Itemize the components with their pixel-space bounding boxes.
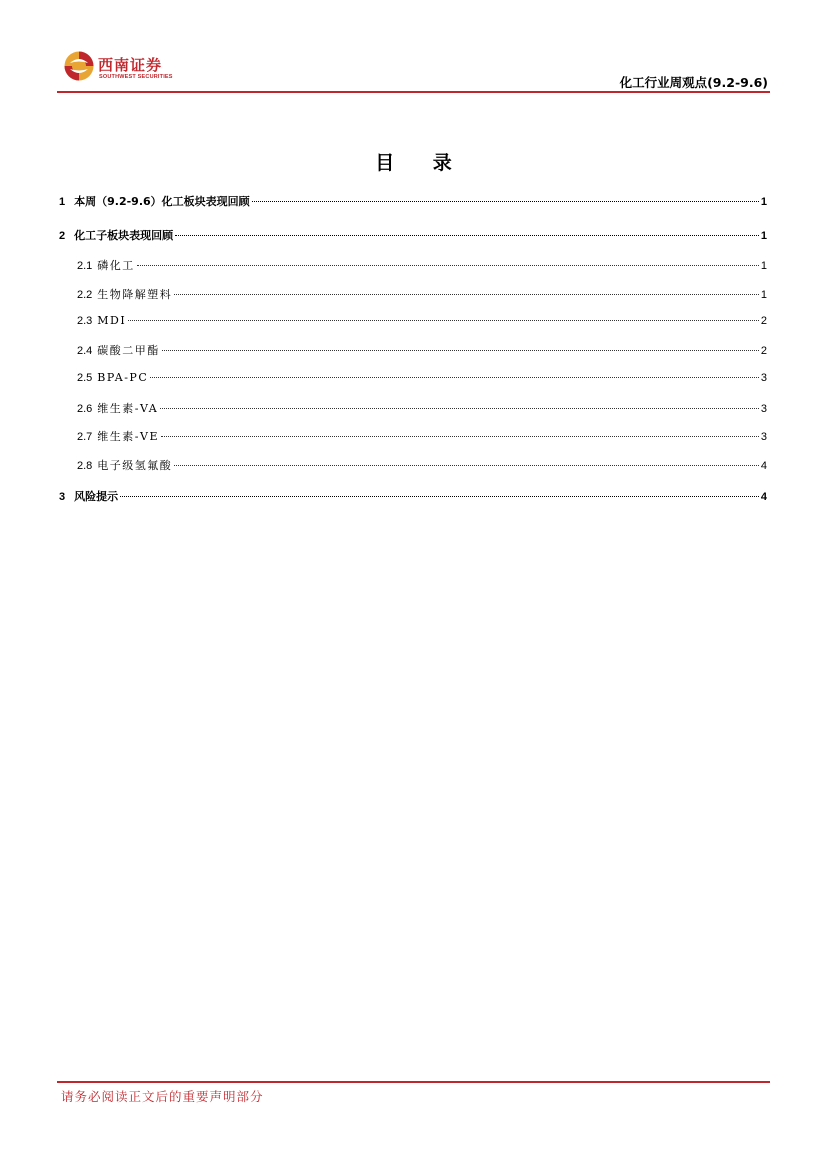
toc-entry-page: 1	[760, 260, 767, 272]
toc-entry-page: 3	[760, 372, 767, 384]
toc-leader-dots	[175, 235, 759, 236]
toc-entry-number: 2.1	[77, 260, 93, 272]
toc-entry-number: 2.6	[77, 403, 93, 415]
toc-leader-dots	[252, 201, 759, 202]
toc-entry-title: 维生素-VA	[97, 402, 159, 415]
toc-entry-number: 2.7	[77, 431, 93, 443]
toc-entry-1[interactable]	[59, 193, 767, 211]
toc-entry-page: 3	[760, 431, 767, 443]
logo-emblem-icon	[64, 51, 94, 81]
toc-entry-title: 磷化工	[97, 259, 135, 272]
logo-chinese-name: 西南证券	[98, 56, 163, 74]
toc-entry-2-4[interactable]	[77, 342, 767, 360]
toc-leader-dots	[160, 408, 759, 409]
toc-entry-2-5[interactable]	[77, 371, 767, 389]
toc-entry-title: 化工子板块表现回顾	[74, 229, 174, 242]
toc-entry-2-8[interactable]	[77, 457, 767, 475]
toc-entry-2-6[interactable]	[77, 400, 767, 418]
toc-entry-page: 2	[760, 315, 767, 327]
toc-entry-title: 风险提示	[74, 490, 119, 503]
footer-divider	[57, 1081, 770, 1083]
toc-entry-number: 2	[59, 230, 66, 242]
toc-heading: 目 录	[375, 152, 468, 174]
toc-entry-2-1[interactable]	[77, 257, 767, 275]
toc-entry-2[interactable]	[59, 227, 767, 245]
report-title: 化工行业周观点(9.2-9.6)	[619, 75, 768, 90]
toc-entry-title: 碳酸二甲酯	[97, 344, 160, 357]
header-divider	[57, 91, 770, 93]
toc-entry-page: 2	[760, 345, 767, 357]
toc-entry-number: 2.5	[77, 372, 93, 384]
toc-entry-page: 1	[760, 230, 767, 242]
toc-entry-page: 1	[760, 289, 767, 301]
toc-entry-3[interactable]	[59, 488, 767, 506]
toc-leader-dots	[174, 294, 759, 295]
company-logo	[64, 51, 174, 85]
toc-entry-number: 2.4	[77, 345, 93, 357]
toc-entry-2-2[interactable]	[77, 286, 767, 304]
toc-leader-dots	[120, 496, 759, 497]
toc-leader-dots	[128, 320, 759, 321]
toc-entry-2-3[interactable]	[77, 314, 767, 332]
toc-entry-title: BPA-PC	[97, 371, 149, 384]
toc-entry-page: 1	[760, 196, 767, 208]
toc-entry-page: 3	[760, 403, 767, 415]
toc-entry-title: 电子级氢氟酸	[97, 459, 173, 472]
toc-leader-dots	[137, 265, 759, 266]
toc-entry-number: 3	[59, 491, 66, 503]
toc-entry-number: 2.2	[77, 289, 93, 301]
footer-disclaimer-note: 请务必阅读正文后的重要声明部分	[61, 1089, 264, 1104]
toc-entry-number: 2.8	[77, 460, 93, 472]
toc-entry-page: 4	[760, 460, 767, 472]
toc-entry-title: 维生素-VE	[97, 430, 159, 443]
toc-entry-number: 2.3	[77, 315, 93, 327]
toc-leader-dots	[162, 350, 759, 351]
toc-entry-title: MDI	[97, 314, 127, 327]
toc-entry-2-7[interactable]	[77, 428, 767, 446]
toc-entry-title: 本周（9.2-9.6）化工板块表现回顾	[74, 195, 250, 208]
toc-leader-dots	[150, 377, 759, 378]
toc-entry-page: 4	[760, 491, 767, 503]
toc-leader-dots	[174, 465, 759, 466]
toc-entry-title: 生物降解塑料	[97, 288, 173, 301]
toc-leader-dots	[161, 436, 759, 437]
logo-english-name: SOUTHWEST SECURITIES	[99, 74, 173, 80]
toc-entry-number: 1	[59, 196, 66, 208]
